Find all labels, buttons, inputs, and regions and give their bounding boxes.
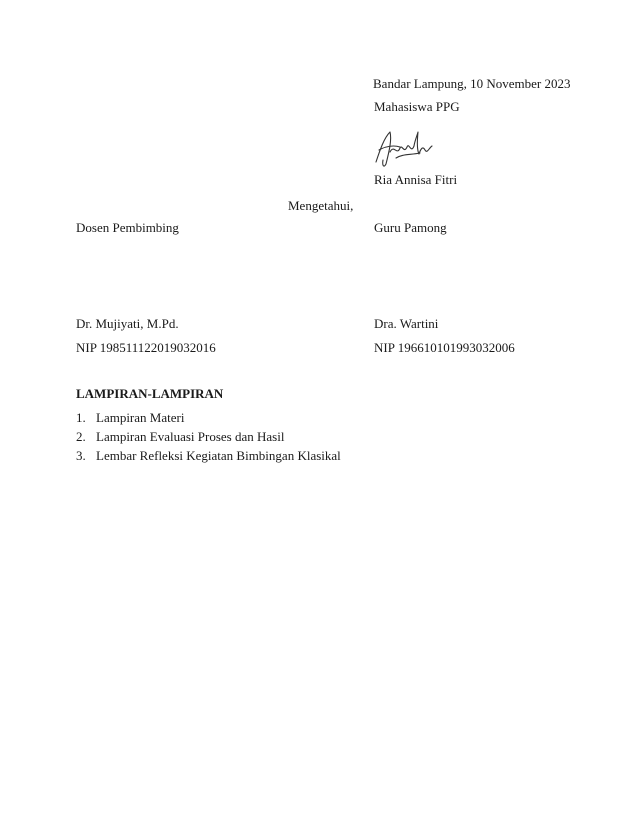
list-item	[76, 448, 341, 467]
list-item-label: Lampiran Materi	[96, 410, 185, 425]
attachments-list	[76, 410, 341, 467]
place-date: Bandar Lampung, 10 November 2023	[373, 76, 571, 91]
list-item	[76, 429, 341, 448]
mentor-name: Dra. Wartini	[374, 316, 439, 331]
list-item-number: 2.	[76, 429, 86, 444]
list-item-number: 3.	[76, 448, 86, 463]
list-item	[76, 410, 341, 429]
mentor-nip: NIP 196610101993032006	[374, 340, 515, 355]
student-role: Mahasiswa PPG	[374, 99, 460, 114]
signature-image	[370, 124, 440, 170]
list-item-label: Lampiran Evaluasi Proses dan Hasil	[96, 429, 285, 444]
mentor-role: Guru Pamong	[374, 220, 447, 235]
advisor-nip: NIP 198511122019032016	[76, 340, 216, 355]
list-item-label: Lembar Refleksi Kegiatan Bimbingan Klasikal	[96, 448, 341, 463]
advisor-role: Dosen Pembimbing	[76, 220, 179, 235]
advisor-name: Dr. Mujiyati, M.Pd.	[76, 316, 179, 331]
attachments-heading: LAMPIRAN-LAMPIRAN	[76, 386, 224, 401]
student-name: Ria Annisa Fitri	[374, 172, 458, 187]
list-item-number: 1.	[76, 410, 86, 425]
approval-label: Mengetahui,	[288, 198, 354, 213]
